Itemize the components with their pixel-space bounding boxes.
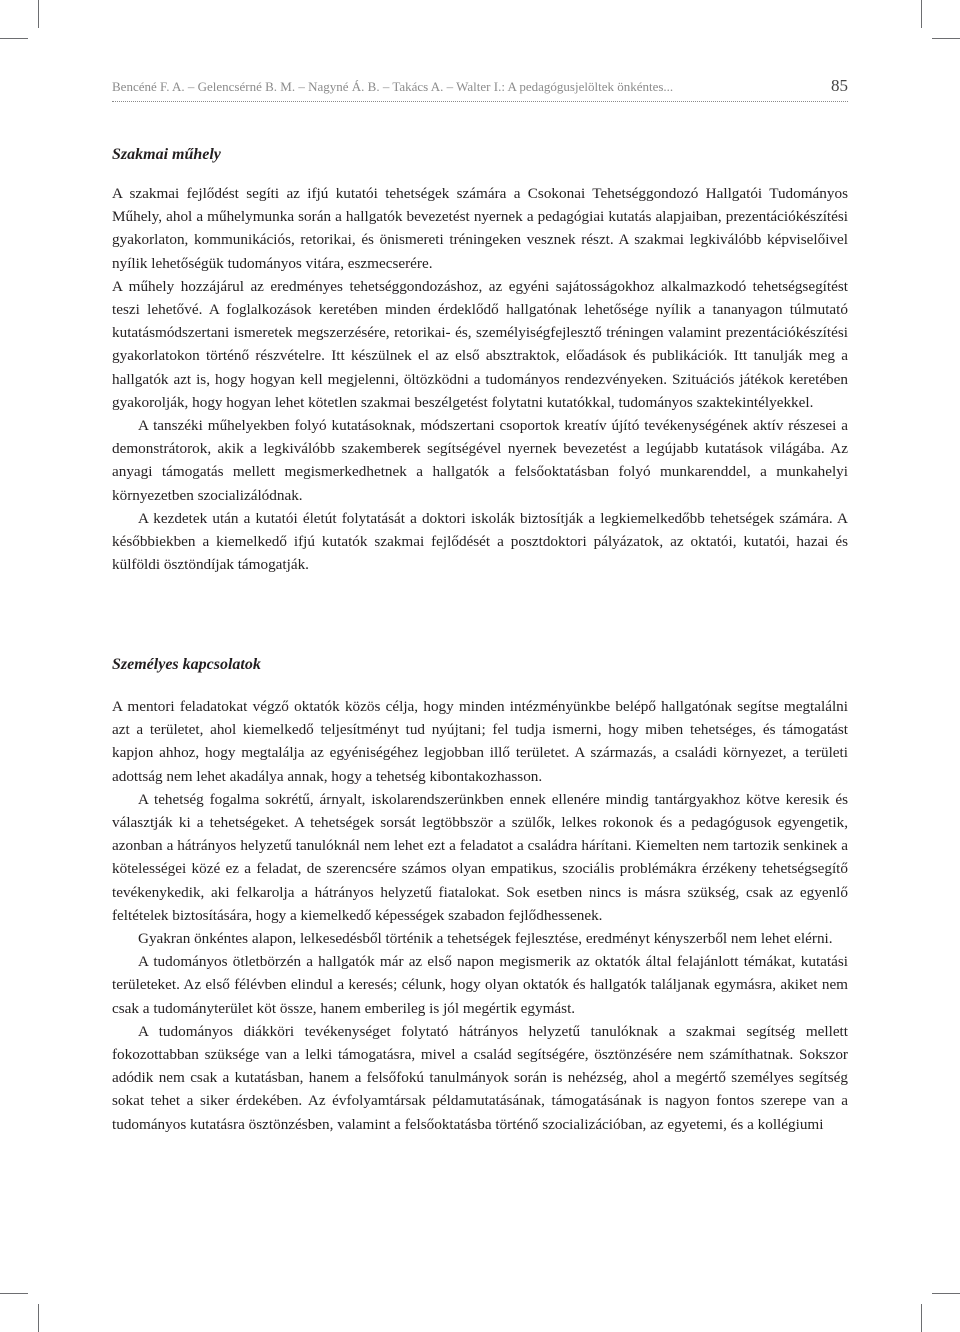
paragraph: Gyakran önkéntes alapon, lelkesedésből történik a tehetségek fejlesztése, eredményt kényszerből nem lehet elérni. xyxy=(138,930,833,948)
paragraph: A mentori feladatokat végző oktatók közös célja, hogy minden intézményünkbe belépő hallgatónak segítse megtalálni azt a területet, ahol kiemelkedő teljesítményt tud nyújtani; fel tudja ismerni, hogy miben tehetséges, és támogatást kapjon ahhoz, hogy megtalálja az egyéniségéhez legjobban illő területet. A származás, a családi környezet, a területi adottság nem lehet akadálya annak, hogy a tehetség kibontakozhasson. xyxy=(112,698,848,785)
crop-mark-right-bottom xyxy=(932,1293,960,1294)
paragraph: A tehetség fogalma sokrétű, árnyalt, iskolarendszerünkben ennek ellenére mindig tantárgyakhoz kötve keresik és választják ki a tehetségeket. A tehetségek sorsát legtöbbször a szülők, lelkes rokonok és a pedagógusok egyengetik, azonban a hátrányos helyzetű tanulóknál nem lehet ezt a feladatot a családra hárítani. Kiemelten nem tartozik senkinek a kötelességei közé ez a feladat, de szerencsére számos olyan empatikus, szociális problémákra érzékeny tehetségsegítő tevékenykedik, aki felkarolja a hátrányos helyzetű fiatalokat. Sok esetben nincs is másra szükség, csak az egyenlő feltételek biztosítására, hogy a kiemelkedő képességek szabadon fejlődhessenek. xyxy=(112,790,848,924)
paragraph: A műhely hozzájárul az eredményes tehetséggondozáshoz, az egyéni sajátosságokhoz alkalmazkodó tehetségsegítést teszi lehetővé. A foglalkozások keretében minden érdeklődő hallgatónak lehetősége nyílik a tananyagon túlmutató kutatásmódszertani ismeretek megszerzésére, retorikai- és, személyiségfejlesztő tréningen valamint prezentációkészítési gyakorlatokon történő részvételre. Itt készülnek el az első absztraktok, előadások és publikációk. Itt tanulják meg a hallgatók azt is, hogy hogyan kell megjelenni, öltözködni a tudományos rendezvényeken. Szituációs játékok keretében gyakorolják, hogy hogyan lehet kötetlen szakmai beszélgetést folytatni kutatókkal, tudományos szaktekintélyekkel. xyxy=(112,277,848,411)
section-body-szakmai-muhely xyxy=(112,182,848,576)
running-head xyxy=(112,76,848,102)
crop-mark-bottom-left xyxy=(38,1304,39,1332)
crop-mark-right-top xyxy=(932,38,960,39)
running-head-authors: Bencéné F. A. – Gelencsérné B. M. – Nagyné Á. B. – Takács A. – Walter I.: A pedagógusjelöltek önkéntes... xyxy=(112,79,674,94)
crop-mark-top-right xyxy=(921,0,922,28)
crop-mark-top-left xyxy=(38,0,39,28)
crop-mark-bottom-right xyxy=(921,1304,922,1332)
section-body-szemelyes-kapcsolatok xyxy=(112,695,848,1136)
crop-mark-left-top xyxy=(0,38,28,39)
section-title-szemelyes-kapcsolatok: Személyes kapcsolatok xyxy=(112,656,261,673)
crop-mark-left-bottom xyxy=(0,1293,28,1294)
section-title-szakmai-muhely: Szakmai műhely xyxy=(112,146,221,163)
paragraph: A kezdetek után a kutatói életút folytatását a doktori iskolák biztosítják a legkiemelkedőbb tehetségek számára. A későbbiekben a kiemelkedő ifjú kutatók szakmai fejlődését a posztdoktori pályázatok, az oktatói, kutatói, hazai és külföldi ösztöndíjak támogatják. xyxy=(112,509,848,574)
paragraph: A szakmai fejlődést segíti az ifjú kutatói tehetségek számára a Csokonai Tehetséggondozó Hallgatói Tudományos Műhely, ahol a műhelymunka során a hallgatók bevezetést nyernek a pedagógiai kutatás alapjaiban, prezentációkészítési gyakorlaton, kommunikációs, retorikai, és önismereti tréningeken vesznek részt. A szakmai legkiválóbb képviselőivel nyílik lehetőségük tudományos vitára, eszmecserére. xyxy=(112,185,848,272)
paragraph: A tudományos diákköri tevékenységet folytató hátrányos helyzetű tanulóknak a szakmai segítség mellett fokozottabban szüksége van a lelki támogatásra, mivel a család segítségére, ösztönzésére nem számíthatnak. Sokszor adódik nem csak a kutatásban, hanem a felsőfokú tanulmányok során is nehézség, ahol a megértő személyes segítség sokat tehet a siker érdekében. Az évfolyamtársak példamutatásának, támogatásának is nagyon fontos szerepe van a tudományos kutatásra ösztönzésben, valamint a felsőoktatásba történő szocializációban, az egyetemi, és a kollégiumi xyxy=(112,1022,848,1133)
paragraph: A tanszéki műhelyekben folyó kutatásoknak, módszertani csoportok kreatív újító tevékenységének aktív részesei a demonstrátorok, akik a legkiválóbb szakemberek segítségével nyernek bevezetést a legújabb kutatások világába. Az anyagi támogatás mellett megismerkedhetnek a hallgatók a felsőoktatásban folyó munkarenddel, a munkahelyi környezetben szocializálódnak. xyxy=(112,417,848,504)
paragraph: A tudományos ötletbörzén a hallgatók már az első napon megismerik az oktatók által felajánlott témákat, kutatási területeket. Az első félévben elindul a keresés; célunk, hogy olyan oktatók és hallgatók találjanak egymásra, akiket nem csak a tudományterület köt össze, hanem emberileg is jól megértik egymást. xyxy=(112,953,848,1017)
page-number: 85 xyxy=(831,76,848,95)
